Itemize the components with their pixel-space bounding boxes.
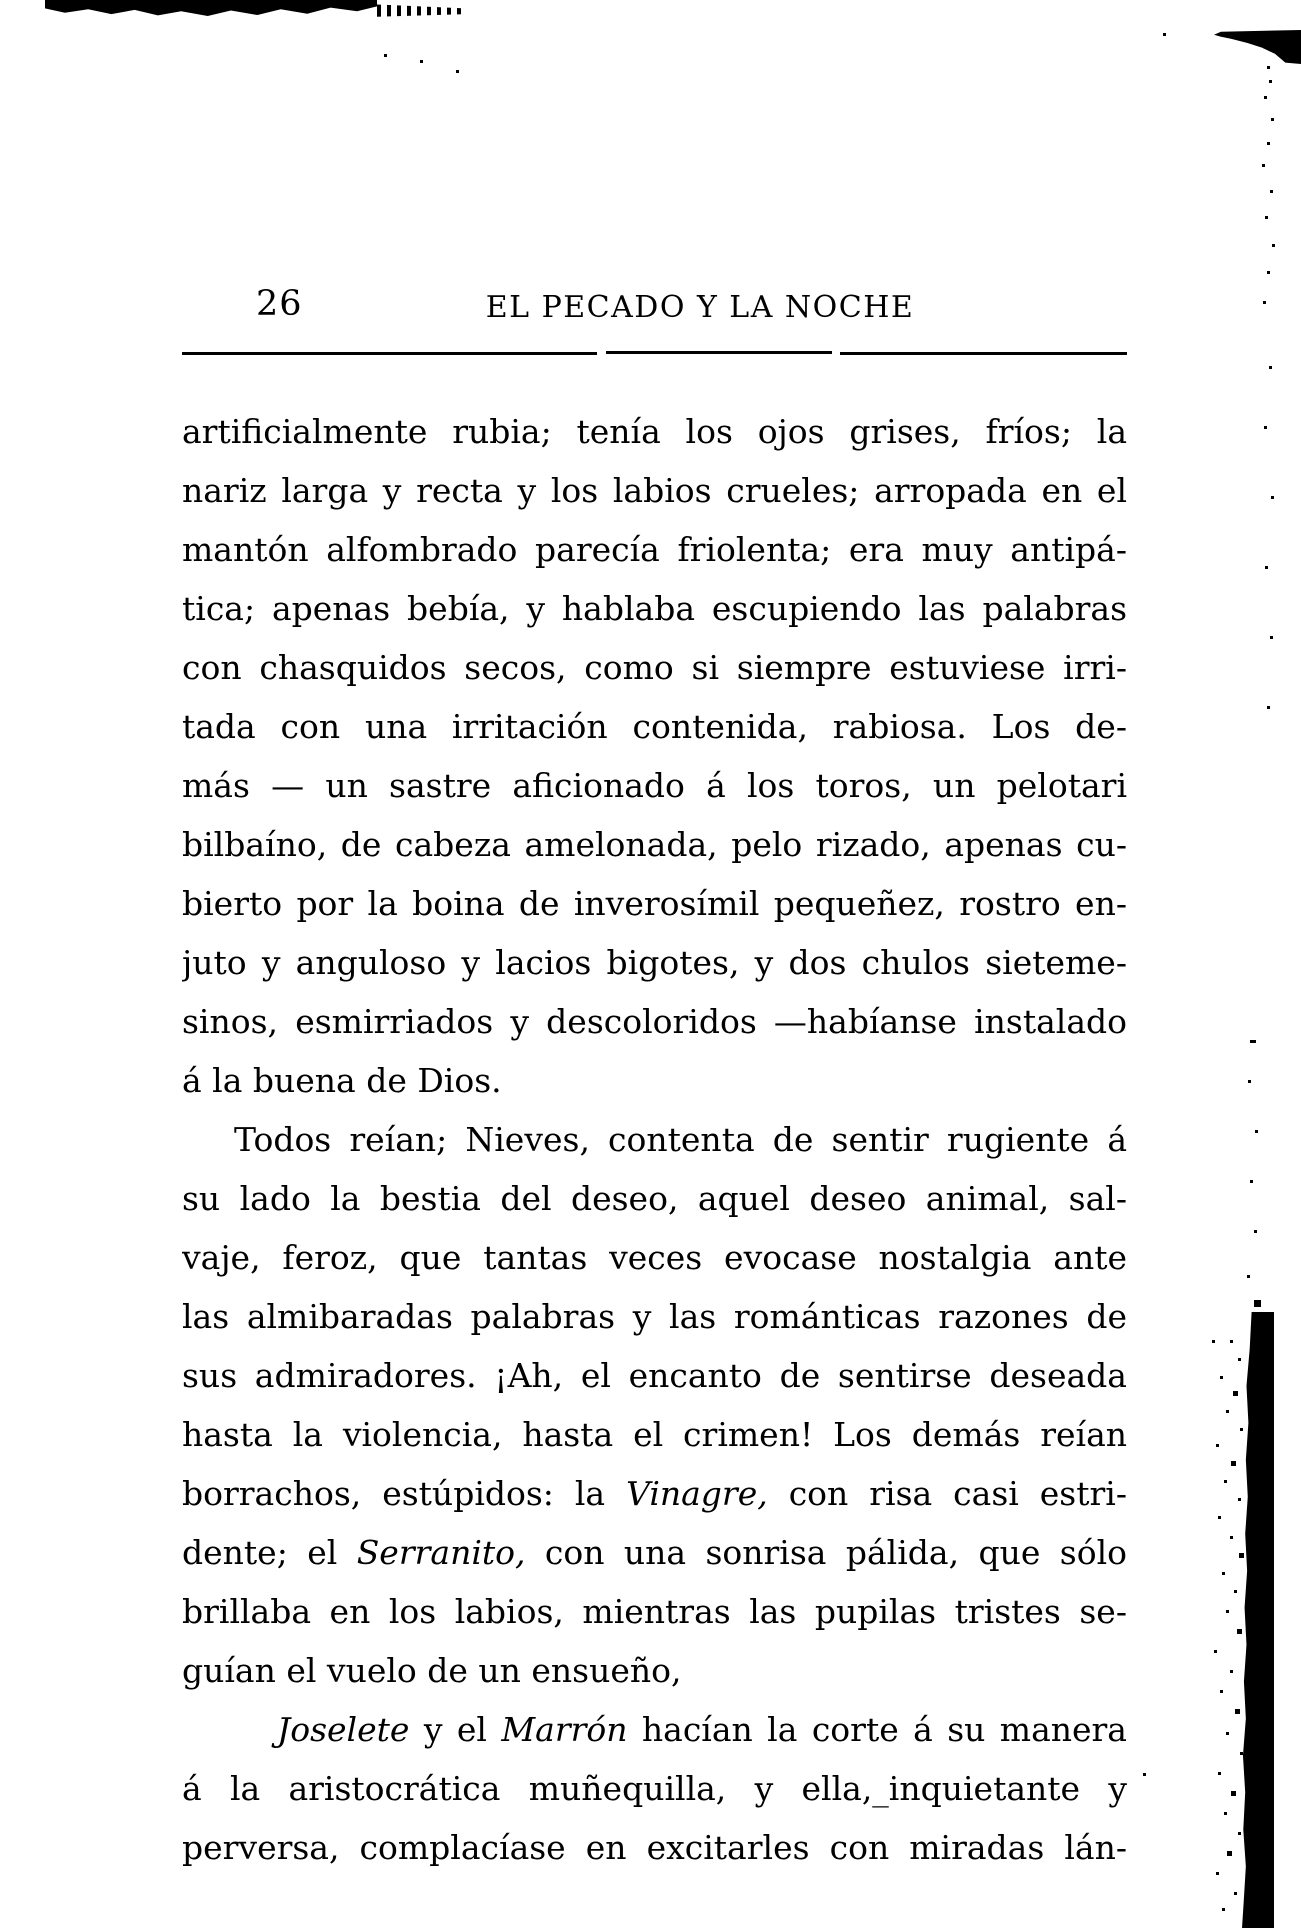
scan-artifact-speckles — [384, 54, 387, 57]
text-line — [182, 933, 1127, 992]
text-segment: Todos reían; Nieves, contenta de sentir rugiente á — [234, 1120, 1127, 1159]
text-segment: bierto por la boina de inverosímil pequeñez, rostro en- — [182, 884, 1127, 923]
text-block — [182, 402, 1127, 1877]
text-line — [182, 1287, 1127, 1346]
header-rule-segment — [606, 351, 832, 354]
page-title: EL PECADO Y LA NOCHE — [485, 290, 915, 325]
text-segment: bilbaíno, de cabeza amelonada, pelo rizado, apenas cu- — [182, 825, 1127, 864]
text-segment: sinos, esmirriados y descoloridos —habíanse instalado — [182, 1002, 1127, 1041]
text-segment: juto y anguloso y lacios bigotes, y dos chulos sieteme- — [182, 943, 1127, 982]
text-line — [182, 1641, 1127, 1700]
text-line — [182, 1464, 1127, 1523]
scan-artifact-binding-bar — [1242, 1312, 1274, 1928]
text-segment: su lado la bestia del deseo, aquel deseo animal, sal- — [182, 1179, 1127, 1218]
text-line — [182, 815, 1127, 874]
page-number: 26 — [256, 284, 303, 324]
text-segment: sus admiradores. ¡Ah, el encanto de sentirse deseada — [182, 1356, 1127, 1395]
scan-artifact-speckles — [1250, 1040, 1253, 1043]
text-line — [182, 992, 1127, 1051]
text-line — [182, 1346, 1127, 1405]
text-segment: y el — [409, 1710, 502, 1749]
text-line — [182, 1759, 1127, 1818]
text-line — [182, 1523, 1127, 1582]
scan-artifact-speckles — [1212, 1340, 1215, 1343]
italic-text-segment: Vinagre, — [626, 1474, 768, 1513]
text-segment: con chasquidos secos, como si siempre estuviese irri- — [182, 648, 1127, 687]
text-line — [182, 1582, 1127, 1641]
text-segment: mantón alfombrado parecía friolenta; era muy antipá- — [182, 530, 1127, 569]
text-segment: guían el vuelo de un ensueño, — [182, 1651, 682, 1690]
text-segment: las almibaradas palabras y las románticas razones de — [182, 1297, 1127, 1336]
text-segment: nariz larga y recta y los labios crueles; arropada en el — [182, 471, 1127, 510]
text-line — [182, 756, 1127, 815]
text-line — [182, 579, 1127, 638]
scan-artifact-top-right-corner — [1214, 30, 1301, 64]
text-segment: dente; el — [182, 1533, 357, 1572]
scan-artifact-top-edge-tail — [377, 3, 462, 18]
text-line — [182, 461, 1127, 520]
text-segment: á la aristocrática muñequilla, y ella,_inquietante y — [182, 1769, 1127, 1808]
text-segment: á la buena de Dios. — [182, 1061, 502, 1100]
text-line — [182, 1169, 1127, 1228]
text-line — [182, 402, 1127, 461]
text-line — [182, 1405, 1127, 1464]
text-line — [182, 874, 1127, 933]
text-line — [182, 697, 1127, 756]
text-line — [182, 1228, 1127, 1287]
text-segment: artificialmente rubia; tenía los ojos grises, fríos; la — [182, 412, 1127, 451]
scan-artifact-top-edge — [45, 0, 377, 16]
text-segment: hacían la corte á su manera — [627, 1710, 1127, 1749]
italic-text-segment: Joselete — [277, 1710, 410, 1749]
text-segment: brillaba en los labios, mientras las pupilas tristes se- — [182, 1592, 1127, 1631]
text-segment: más — un sastre aficionado á los toros, un pelotari — [182, 766, 1127, 805]
text-segment: tica; apenas bebía, y hablaba escupiendo las palabras — [182, 589, 1127, 628]
text-line — [182, 1818, 1127, 1877]
text-line — [182, 1051, 1127, 1110]
text-segment: con una sonrisa pálida, que sólo — [525, 1533, 1127, 1572]
scan-artifact-speckles — [1267, 66, 1270, 69]
text-line — [182, 520, 1127, 579]
text-segment: hasta la violencia, hasta el crimen! Los demás reían — [182, 1415, 1127, 1454]
header-rule-segment — [840, 352, 1127, 355]
text-segment: tada con una irritación contenida, rabiosa. Los de- — [182, 707, 1127, 746]
text-line — [182, 1700, 1127, 1759]
text-line — [182, 638, 1127, 697]
italic-text-segment: Marrón — [501, 1710, 628, 1749]
header-rule-segment — [182, 352, 597, 355]
italic-text-segment: Serranito, — [356, 1533, 526, 1572]
text-line — [182, 1110, 1127, 1169]
text-segment: con risa casi estri- — [767, 1474, 1127, 1513]
text-segment: perversa, complacíase en excitarles con miradas lán- — [182, 1828, 1127, 1867]
text-segment: borrachos, estúpidos: la — [182, 1474, 627, 1513]
text-segment: vaje, feroz, que tantas veces evocase nostalgia ante — [182, 1238, 1127, 1277]
